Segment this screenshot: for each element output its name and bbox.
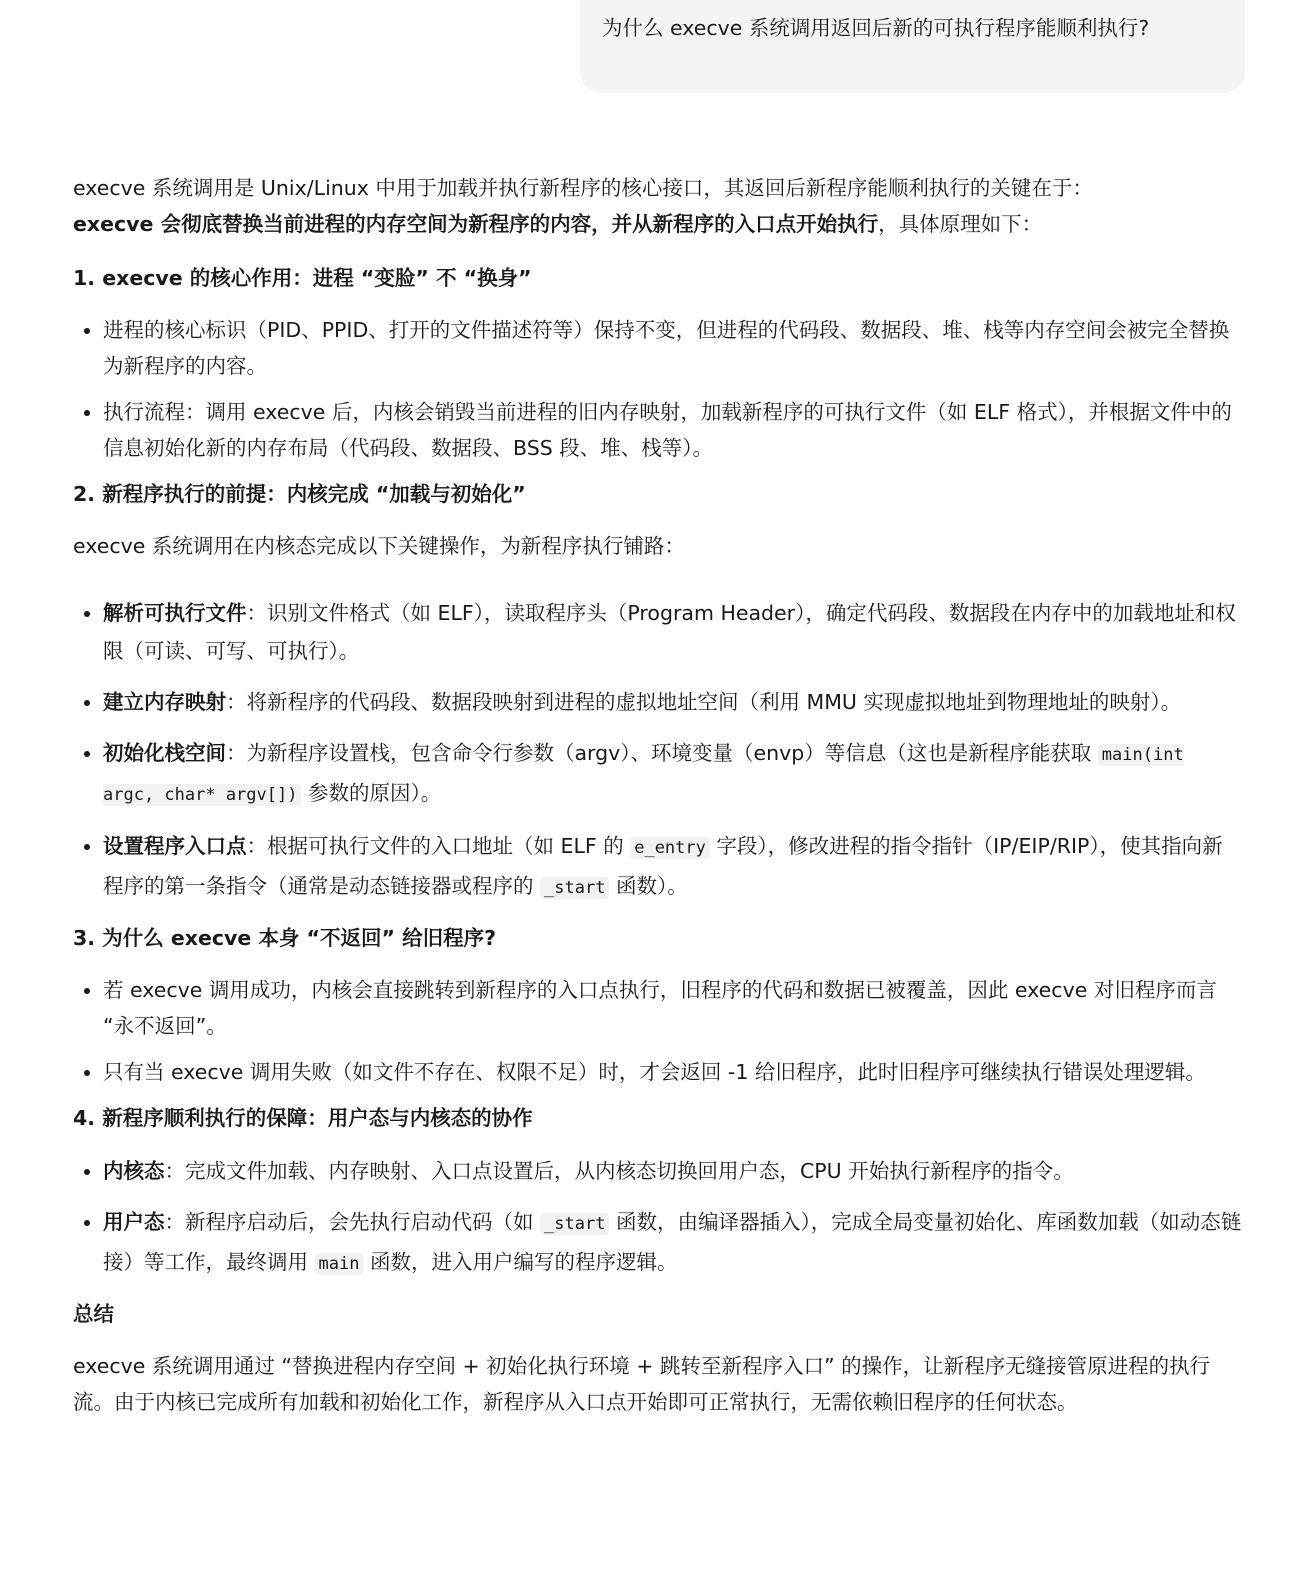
- inline-code: _start: [540, 1213, 609, 1235]
- summary-paragraph: execve 系统调用通过 “替换进程内存空间 + 初始化执行环境 + 跳转至新程序入口” 的操作，让新程序无缝接管原进程的执行流。由于内核已完成所有加载和初始化工作，新程序从入口点开始即可正常执行，无需依赖旧程序的任何状态。: [73, 1354, 1211, 1414]
- item-text: 函数）。: [609, 874, 688, 898]
- item-text: 字段），修改进程的指令指针（IP/EIP/RIP），使其指向新程序的第一条指令（通常是动态链接器或程序的: [103, 834, 1223, 898]
- section-2-intro: execve 系统调用在内核态完成以下关键操作，为新程序执行铺路：: [73, 534, 685, 558]
- list-item: • 只有当 execve 调用失败（如文件不存在、权限不足）时，才会返回 -1 给旧程序，此时旧程序可继续执行错误处理逻辑。: [103, 1054, 1243, 1090]
- intro-text: execve 系统调用是 Unix/Linux 中用于加载并执行新程序的核心接口，其返回后新程序能顺利执行的关键在于：: [73, 176, 1093, 200]
- list-item: [103, 1152, 1243, 1190]
- item-term: 解析可执行文件: [103, 601, 247, 625]
- item-text: ：识别文件格式（如 ELF），读取程序头（Program Header），确定代码段、数据段在内存中的加载地址和权限（可读、可写、可执行）。: [103, 601, 1236, 663]
- assistant-response: [73, 170, 1243, 1420]
- section-3-list: [73, 972, 1243, 1090]
- item-text: ：根据可执行文件的入口地址（如 ELF 的: [246, 834, 631, 858]
- item-text: ：新程序启动后，会先执行启动代码（如: [164, 1210, 541, 1234]
- section-4-heading: 4. 新程序顺利执行的保障：用户态与内核态的协作: [73, 1106, 533, 1130]
- section-2-heading: 2. 新程序执行的前提：内核完成 “加载与初始化”: [73, 482, 526, 506]
- item-text: ：将新程序的代码段、数据段映射到进程的虚拟地址空间（利用 MMU 实现虚拟地址到物理地址的映射）。: [226, 690, 1182, 714]
- list-item: [103, 827, 1243, 907]
- intro-bold: execve 会彻底替换当前进程的内存空间为新程序的内容，并从新程序的入口点开始执行: [73, 212, 879, 236]
- list-item: [103, 1203, 1243, 1283]
- item-term: 用户态: [103, 1210, 165, 1234]
- user-message-bubble: [580, 0, 1245, 93]
- item-term: 建立内存映射: [103, 690, 226, 714]
- inline-code: e_entry: [630, 837, 710, 859]
- section-1-list: [73, 312, 1243, 466]
- item-term: 初始化栈空间: [103, 741, 226, 765]
- item-text: 函数，进入用户编写的程序逻辑。: [363, 1250, 678, 1274]
- item-text: 函数，由编译器插入），完成全局变量初始化、库函数加载（如动态链接）等工作，最终调用: [103, 1210, 1242, 1274]
- intro-tail: ，具体原理如下：: [878, 212, 1043, 236]
- inline-code: main: [315, 1253, 364, 1275]
- inline-code: main(int argc, char* argv[]): [103, 745, 1184, 805]
- list-item: • 若 execve 调用成功，内核会直接跳转到新程序的入口点执行，旧程序的代码和数据已被覆盖，因此 execve 对旧程序而言 “永不返回”。: [103, 972, 1243, 1044]
- summary-heading: 总结: [73, 1302, 114, 1326]
- item-text: ：完成文件加载、内存映射、入口点设置后，从内核态切换回用户态，CPU 开始执行新程序的指令。: [164, 1159, 1074, 1183]
- section-3-heading: 3. 为什么 execve 本身 “不返回” 给旧程序?: [73, 926, 497, 950]
- section-1-heading: 1. execve 的核心作用：进程 “变脸” 不 “换身”: [73, 266, 532, 290]
- item-text: ：为新程序设置栈，包含命令行参数（argv）、环境变量（envp）等信息（这也是新程序能获取: [226, 741, 1098, 765]
- list-item: [103, 683, 1243, 721]
- list-item: • 执行流程：调用 execve 后，内核会销毁当前进程的旧内存映射，加载新程序的可执行文件（如 ELF 格式），并根据文件中的信息初始化新的内存布局（代码段、数据段、BSS 段、堆、栈等）。: [103, 394, 1243, 466]
- item-term: 内核态: [103, 1159, 165, 1183]
- intro-paragraph: [73, 170, 1243, 242]
- user-question: 为什么 execve 系统调用返回后新的可执行程序能顺利执行?: [602, 16, 1150, 40]
- list-item: [103, 734, 1243, 814]
- section-2-list: [73, 594, 1243, 907]
- list-item: [103, 594, 1243, 670]
- section-4-list: [73, 1152, 1243, 1283]
- item-text: 参数的原因）。: [301, 781, 442, 805]
- inline-code: _start: [540, 877, 609, 899]
- item-term: 设置程序入口点: [103, 834, 247, 858]
- list-item: • 进程的核心标识（PID、PPID、打开的文件描述符等）保持不变，但进程的代码段、数据段、堆、栈等内存空间会被完全替换为新程序的内容。: [103, 312, 1243, 384]
